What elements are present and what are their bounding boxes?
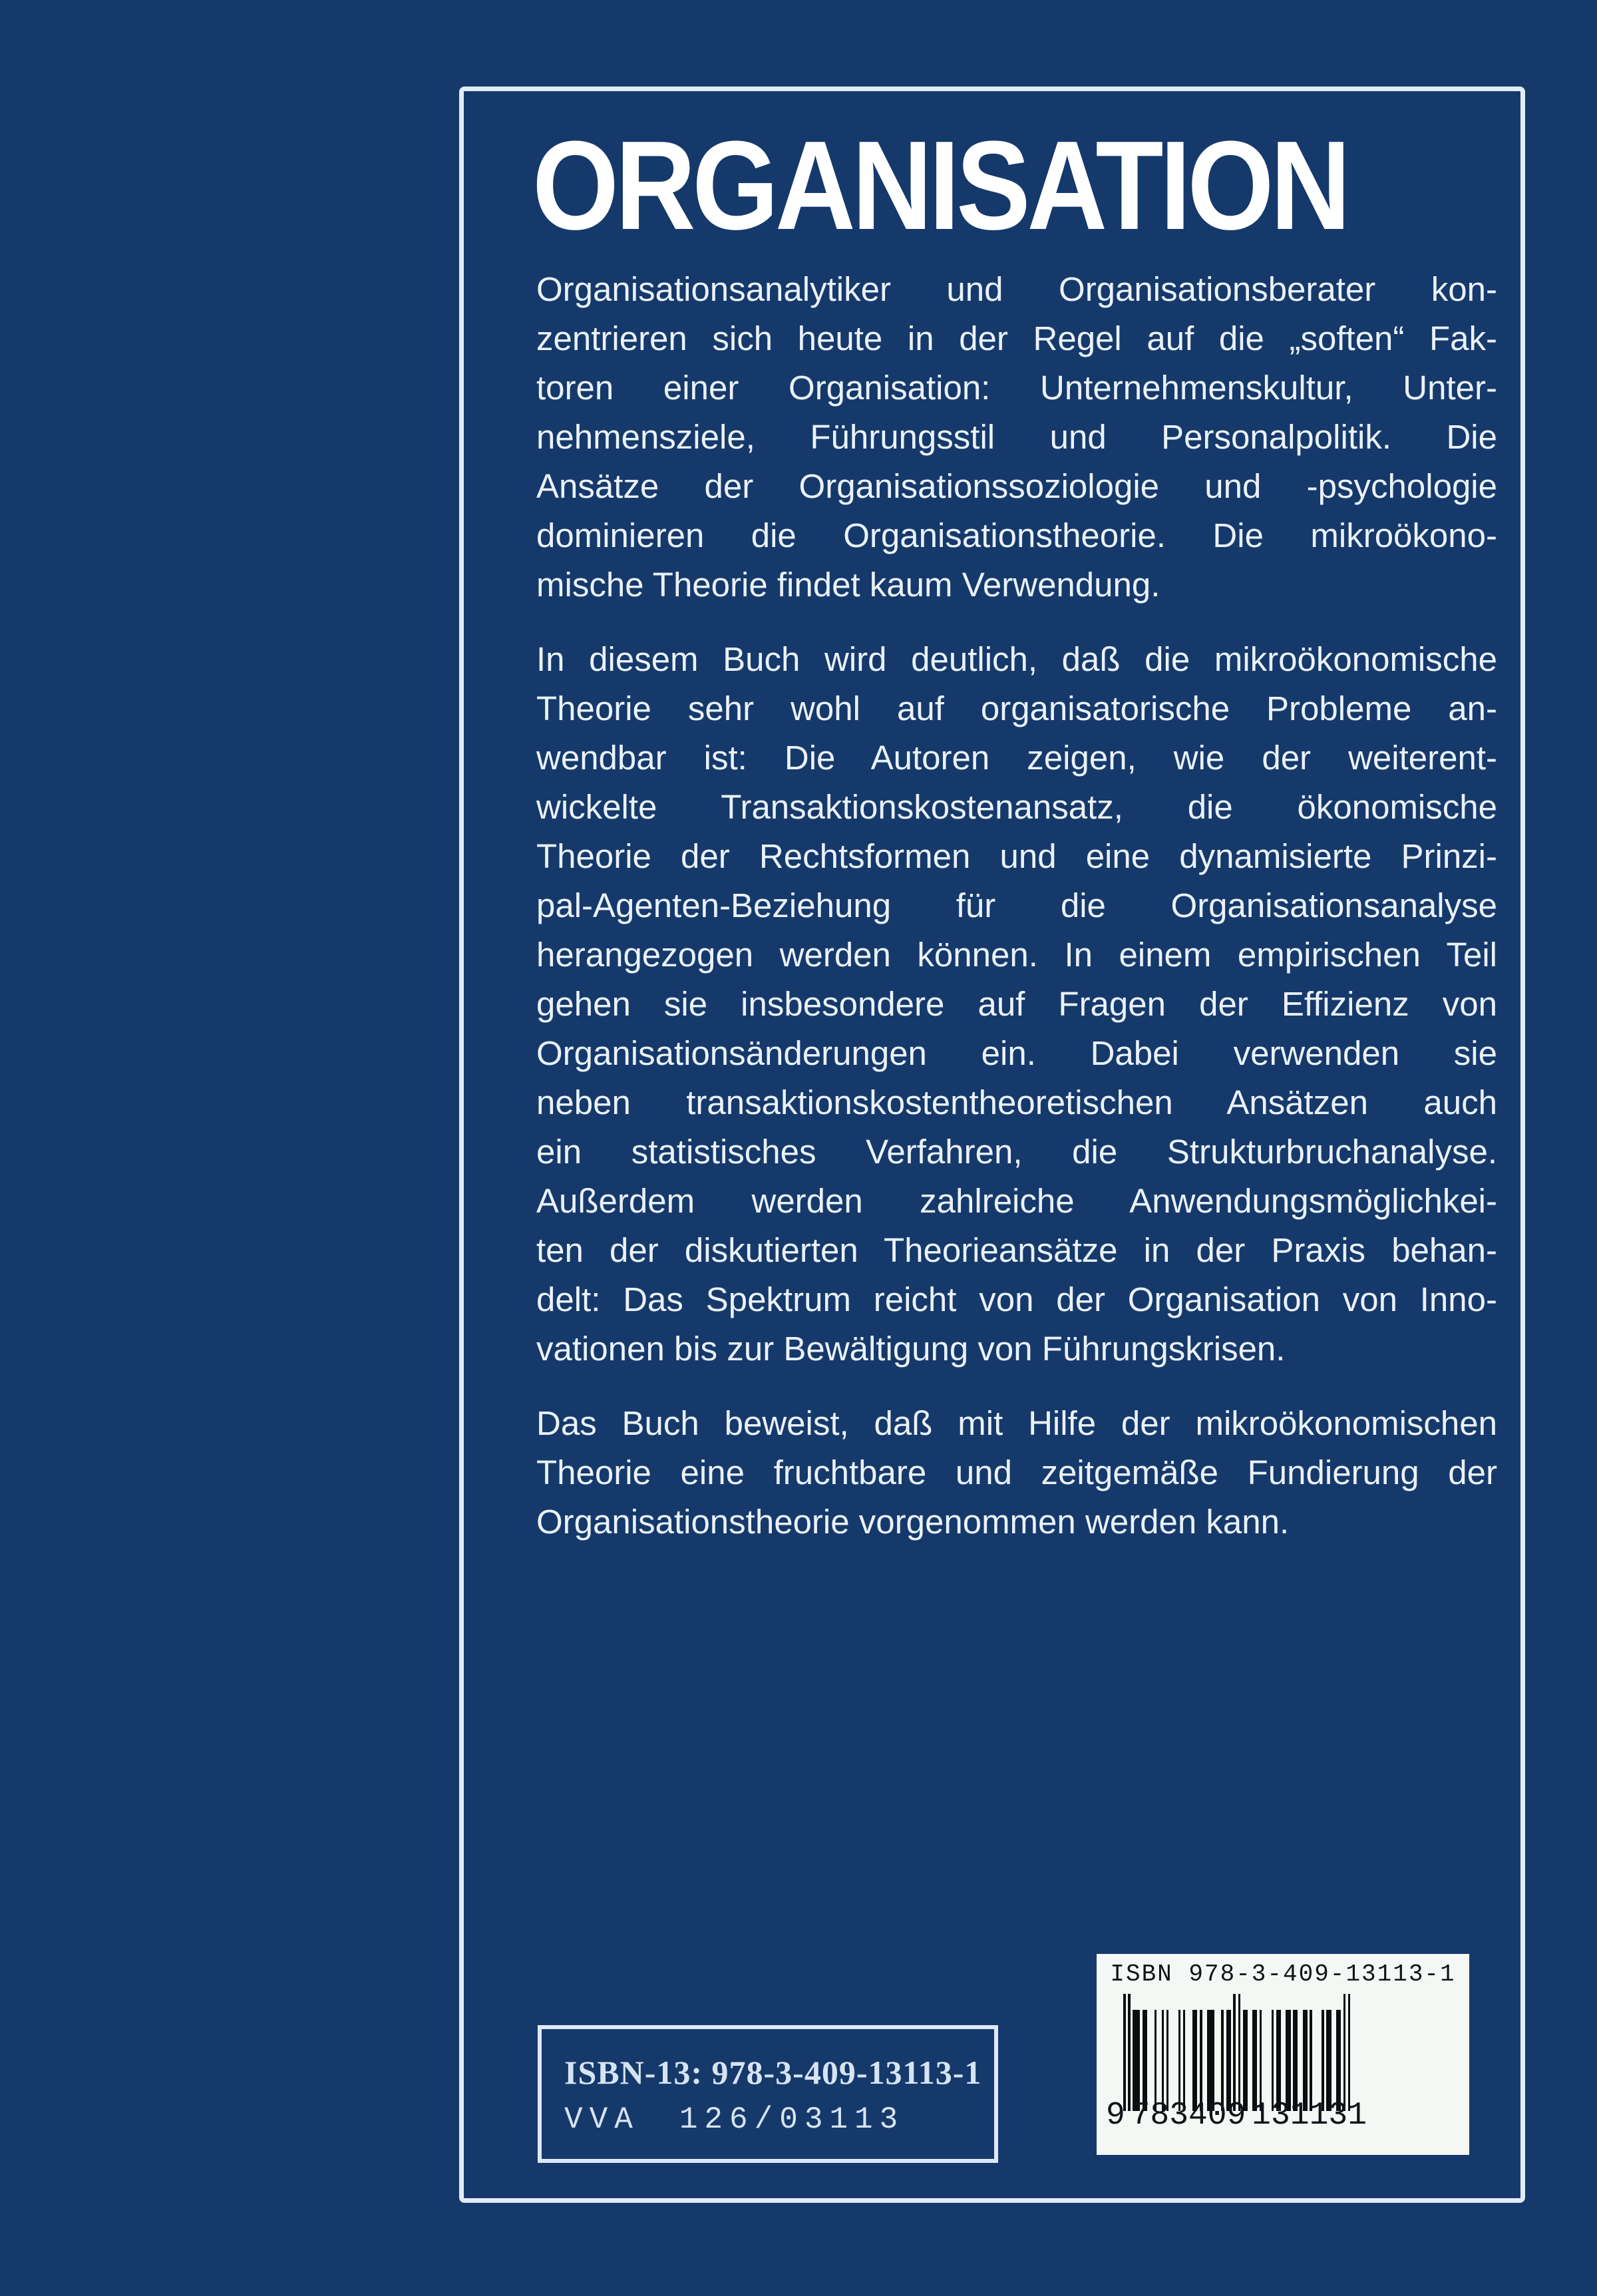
text-line: Organisationsanalytiker und Organisationsberater kon- — [536, 270, 1497, 308]
vva-number-text — [564, 2102, 904, 2137]
blurb-text — [536, 265, 1497, 1572]
text-line: pal-Agenten-Beziehung für die Organisationsanalyse — [536, 886, 1497, 924]
barcode-isbn-text: ISBN 978-3-409-13113-1 — [1110, 1961, 1456, 1988]
text-line: wickelte Transaktionskostenansatz, die ökonomische — [536, 788, 1497, 826]
paragraph — [536, 1399, 1497, 1547]
paragraph — [536, 265, 1497, 610]
text-line: toren einer Organisation: Unternehmenskultur, Unter- — [536, 369, 1497, 407]
text-line: herangezogen werden können. In einem empirischen Teil — [536, 936, 1497, 974]
text-line: Das Buch beweist, daß mit Hilfe der mikroökonomischen — [536, 1404, 1497, 1442]
paragraph — [536, 635, 1497, 1374]
text-line: nehmensziele, Führungsstil und Personalpolitik. Die — [536, 418, 1497, 456]
text-line: ein statistisches Verfahren, die Strukturbruchanalyse. — [536, 1133, 1497, 1171]
text-line: Außerdem werden zahlreiche Anwendungsmöglichkei- — [536, 1182, 1497, 1220]
barcode-digit-group: 783409 — [1131, 2098, 1246, 2134]
barcode-bar — [1348, 1994, 1351, 2111]
text-line: dominieren die Organisationstheorie. Die mikroökono- — [536, 516, 1497, 554]
text-line: delt: Das Spektrum reicht von der Organisation von Inno- — [536, 1280, 1497, 1318]
text-line: wendbar ist: Die Autoren zeigen, wie der weiterent- — [536, 739, 1497, 777]
text-line: Organisationstheorie vorgenommen werden kann. — [536, 1503, 1290, 1541]
text-line: Theorie sehr wohl auf organisatorische Probleme an- — [536, 689, 1497, 727]
text-line: gehen sie insbesondere auf Fragen der Effizienz von — [536, 985, 1497, 1023]
vva-label: VVA — [564, 2102, 639, 2137]
text-line: Organisationsänderungen ein. Dabei verwenden sie — [536, 1034, 1497, 1072]
text-line: Theorie eine fruchtbare und zeitgemäße Fundierung der — [536, 1453, 1497, 1491]
text-line: ten der diskutierten Theorieansätze in der Praxis behan- — [536, 1231, 1497, 1269]
text-line: In diesem Buch wird deutlich, daß die mikroökonomische — [536, 640, 1497, 678]
barcode-digits — [1106, 2098, 1367, 2134]
isbn-box — [538, 2025, 998, 2163]
vva-code: 126/03113 — [679, 2102, 905, 2137]
isbn13-text: ISBN-13: 978-3-409-13113-1 — [564, 2054, 982, 2091]
text-line: zentrieren sich heute in der Regel auf die „soften“ Fak- — [536, 319, 1497, 357]
barcode-digit-group: 9 — [1106, 2098, 1125, 2134]
text-line: vationen bis zur Bewältigung von Führungskrisen. — [536, 1330, 1286, 1368]
barcode-panel — [1097, 1954, 1469, 2155]
ean13-barcode — [1123, 1994, 1350, 2095]
text-line: Ansätze der Organisationssoziologie und -psychologie — [536, 467, 1497, 505]
text-line: mische Theorie findet kaum Verwendung. — [536, 566, 1160, 604]
text-line: Theorie der Rechtsformen und eine dynamisierte Prinzi- — [536, 837, 1497, 875]
text-line: neben transaktionskostentheoretischen Ansätzen auch — [536, 1083, 1497, 1121]
barcode-digit-group: 131131 — [1252, 2098, 1367, 2134]
book-title: ORGANISATION — [532, 115, 1347, 256]
